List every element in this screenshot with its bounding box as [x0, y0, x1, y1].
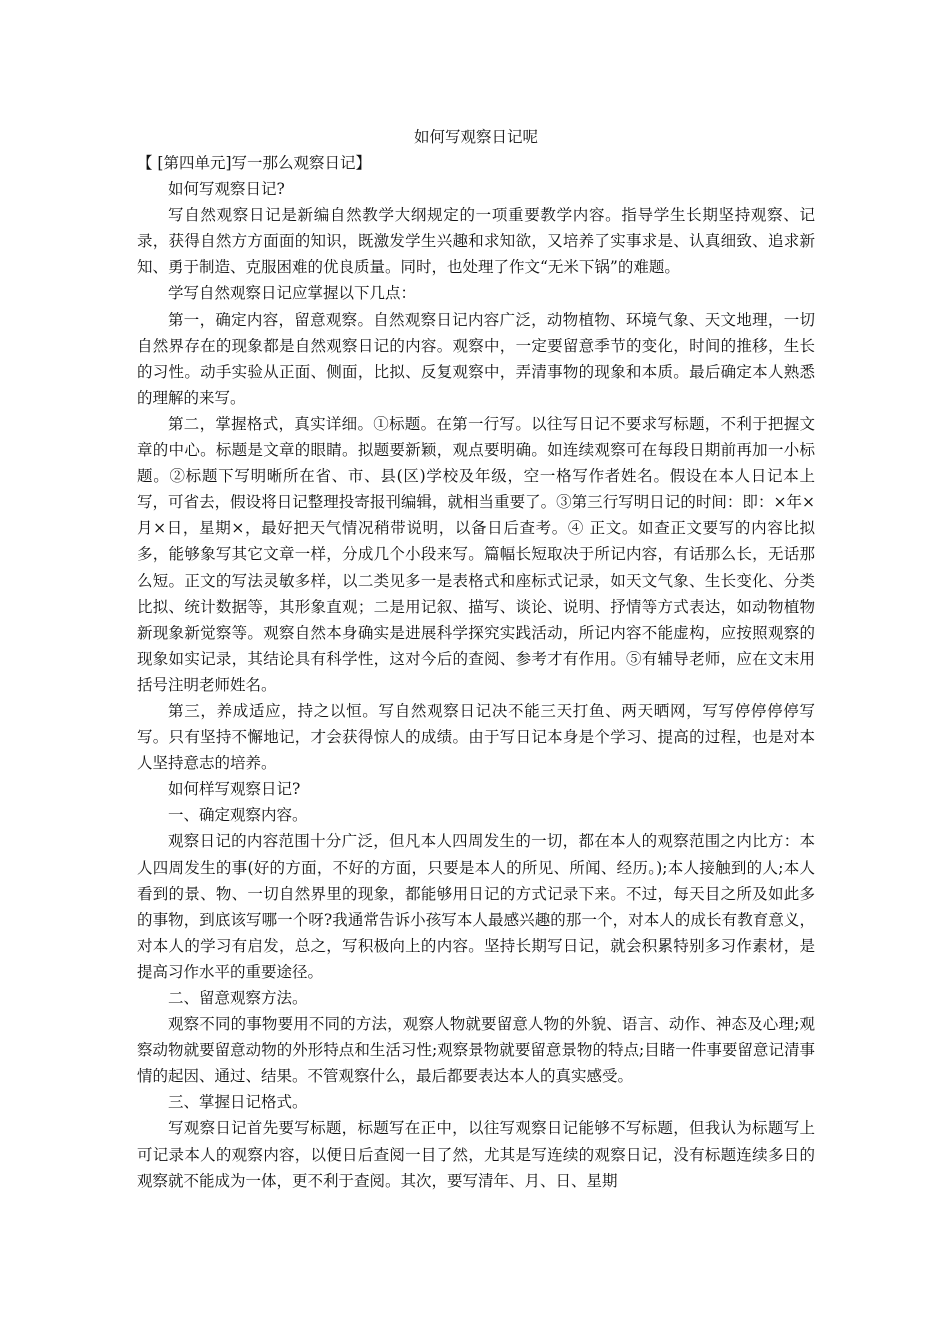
paragraph: 第三，养成适应，持之以恒。写自然观察日记决不能三天打鱼、两天晒网，写写停停停停写写。只有坚持不懈地记，才会获得惊人的成绩。由于写日记本身是个学习、提高的过程，也是对本人坚持意志的培养。	[137, 701, 815, 773]
document-title: 如何写观察日记呢	[413, 128, 538, 146]
paragraph: 写观察日记首先要写标题，标题写在正中，以往写观察日记能够不写标题，但我认为标题写上可记录本人的观察内容，以便日后查阅一目了然，尤其是写连续的观察日记，没有标题连续多日的观察就不能成为一体，更不利于查阅。其次，要写清年、月、日、星期	[137, 1119, 815, 1190]
paragraph: 观察不同的事物要用不同的方法，观察人物就要留意人物的外貌、语言、动作、神态及心理;观察动物就要留意动物的外形特点和生活习性;观察景物就要留意景物的特点;目睹一件事要留意记清事情的起因、通过、结果。不管观察什么，最后都要表达本人的真实感受。	[137, 1015, 815, 1086]
paragraph: 第一，确定内容，留意观察。自然观察日记内容广泛，动物植物、环境气象、天文地理，一切自然界存在的现象都是自然观察日记的内容。观察中，一定要留意季节的变化，时间的推移，生长的习性。动手实验从正面、侧面，比拟、反复观察中，弄清事物的现象和本质。最后确定本人熟悉的理解的来写。	[137, 310, 815, 407]
paragraph: 观察日记的内容范围十分广泛，但凡本人四周发生的一切，都在本人的观察范围之内比方：本人四周发生的事(好的方面，不好的方面，只要是本人的所见、所闻、经历。);本人接触到的人;本人看到的景、物、一切自然界里的现象，都能够用日记的方式记录下来。不过，每天目之所及如此多的事物，到底该写哪一个呀?我通常告诉小孩写本人最感兴趣的那一个，对本人的成长有教育意义，对本人的学习有启发，总之，写积极向上的内容。坚持长期写日记，就会积累特别多习作素材，是提高习作水平的重要途径。	[137, 832, 815, 981]
document-page	[137, 124, 815, 1194]
paragraph: 二、留意观察方法。	[168, 989, 308, 1007]
paragraph: 写自然观察日记是新编自然教学大纲规定的一项重要教学内容。指导学生长期坚持观察、记录，获得自然方方面面的知识，既激发学生兴趣和求知欲，又培养了实事求是、认真细致、追求新知、勇于制造、克服困难的优良质量。同时，也处理了作文“无米下锅”的难题。	[137, 206, 815, 277]
paragraph: 三、掌握日记格式。	[168, 1093, 308, 1112]
paragraph: 学写自然观察日记应掌握以下几点：	[168, 284, 417, 303]
paragraph: 第二，掌握格式，真实详细。①标题。在第一行写。以往写日记不要求写标题，不利于把握文章的中心。标题是文章的眼睛。拟题要新颖，观点要明确。如连续观察可在每段日期前再加一小标题。②标题下写明晰所在省、市、县(区)学校及年级，空一格写作者姓名。假设在本人日记本上写，可省去，假设将日记整理投寄报刊编辑，就相当重要了。③第三行写明日记的时间：即：×年×月×日，星期×，最好把天气情况稍带说明，以备日后查考。④ 正文。如查正文要写的内容比拟多，能够象写其它文章一样，分成几个小段来写。篇幅长短取决于所记内容，有话那么长，无话那么短。正文的写法灵敏多样，以二类见多一是表格式和座标式记录，如天文气象、生长变化、分类比拟、统计数据等，其形象直观；二是用记叙、描写、谈论、说明、抒情等方式表达，如动物植物新现象新觉察等。观察自然本身确实是进展科学探究实践活动，所记内容不能虚构，应按照观察的现象如实记录，其结论具有科学性，这对今后的查阅、参考才有作用。⑤有辅导老师，应在文末用括号注明老师姓名。	[137, 414, 815, 694]
paragraph: 如何写观察日记?	[168, 180, 285, 199]
unit-header: 【 [第四单元]写一那么观察日记】	[137, 154, 372, 172]
paragraph: 一、确定观察内容。	[168, 806, 308, 825]
paragraph: 如何样写观察日记?	[168, 780, 301, 799]
